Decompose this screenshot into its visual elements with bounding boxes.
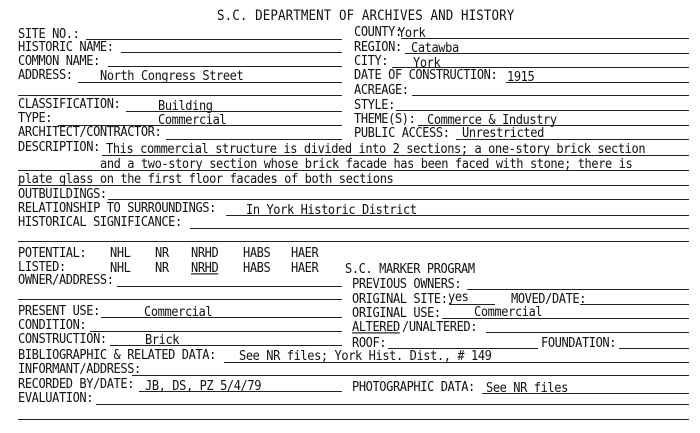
relationship-label: RELATIONSHIP TO SURROUNDINGS:	[18, 199, 216, 216]
common-name-label: COMMON NAME:	[18, 52, 100, 69]
potential-label: POTENTIAL:	[18, 244, 87, 261]
present-use-value: Commercial	[144, 303, 213, 320]
potential-haer: HAER	[291, 244, 319, 261]
common-name-line	[108, 66, 342, 67]
county-value: York	[398, 24, 426, 41]
architect-line	[166, 139, 342, 140]
previous-owners-line	[467, 289, 689, 290]
classification-label: CLASSIFICATION:	[18, 95, 121, 112]
listed-nhl: NHL	[110, 259, 131, 276]
recorded-by-value: JB, DS, PZ 5/4/79	[145, 377, 262, 394]
foundation-label: FOUNDATION:	[541, 334, 617, 351]
potential-nrhd: NRHD	[191, 244, 219, 261]
city-value: York	[413, 54, 441, 71]
listed-nr: NR	[155, 259, 169, 276]
historical-significance-label: HISTORICAL SIGNIFICANCE:	[18, 213, 182, 230]
evaluation-line	[96, 404, 689, 405]
region-value: Catawba	[411, 39, 459, 56]
description-line-3: plate glass on the first floor facades of both sections	[18, 170, 394, 187]
owner-address-line	[117, 286, 342, 287]
county-line	[401, 38, 689, 39]
owner-address-line-2	[18, 299, 342, 300]
construction-label: CONSTRUCTION:	[18, 330, 107, 347]
historic-name-line	[121, 52, 342, 53]
description-line-1: This commercial structure is divided into 2 sections; a one-story brick section	[106, 140, 646, 157]
date-construction-value: 1915	[507, 68, 535, 85]
original-use-label: ORIGINAL USE:	[352, 304, 441, 321]
altered-label: ALTERED	[352, 318, 400, 335]
style-label: STYLE:	[354, 96, 395, 113]
photographic-line	[482, 393, 689, 394]
address-label: ADDRESS:	[18, 66, 73, 83]
unaltered-label: /UNALTERED:	[402, 318, 478, 335]
foundation-line	[619, 348, 689, 349]
condition-label: CONDITION:	[18, 316, 87, 333]
architect-label: ARCHITECT/CONTRACTOR:	[18, 123, 162, 140]
owner-address-label: OWNER/ADDRESS:	[18, 271, 114, 288]
type-value: Commercial	[158, 111, 227, 128]
potential-habs: HABS	[243, 244, 271, 261]
photographic-value: See NR files	[486, 379, 568, 396]
description-rule-3	[18, 185, 689, 186]
listed-nrhd: NRHD	[191, 259, 219, 276]
recorded-by-label: RECORDED BY/DATE:	[18, 375, 135, 392]
classification-value: Building	[158, 97, 213, 114]
site-no-line	[86, 39, 342, 40]
original-site-label: ORIGINAL SITE:	[352, 290, 448, 307]
style-line	[396, 110, 689, 111]
potential-nhl: NHL	[110, 244, 131, 261]
acreage-label: ACREAGE:	[354, 81, 409, 98]
address-line	[78, 82, 342, 83]
recorded-by-line	[139, 391, 342, 392]
present-use-line	[101, 317, 342, 318]
construction-value: Brick	[145, 331, 180, 348]
moved-date-label: MOVED/DATE:	[511, 290, 587, 307]
evaluation-line-2	[18, 419, 689, 420]
public-access-label: PUBLIC ACCESS:	[354, 124, 450, 141]
present-use-label: PRESENT USE:	[18, 302, 100, 319]
themes-label: THEME(S):	[354, 110, 416, 127]
altered-line	[486, 332, 689, 333]
informant-label: INFORMANT/ADDRESS:	[18, 360, 141, 377]
historic-name-label: HISTORIC NAME:	[18, 38, 114, 55]
region-label: REGION:	[354, 38, 402, 55]
listed-label: LISTED:	[18, 258, 66, 275]
bibliographic-line	[224, 362, 689, 363]
original-use-line	[442, 318, 689, 319]
public-access-value: Unrestricted	[462, 124, 544, 141]
potential-nr: NR	[155, 244, 169, 261]
relationship-value: In York Historic District	[246, 201, 417, 218]
address-value: North Congress Street	[100, 67, 244, 84]
date-construction-line	[506, 82, 689, 83]
county-label: COUNTY:	[354, 23, 402, 40]
photographic-label: PHOTOGRAPHIC DATA:	[352, 378, 475, 395]
marker-program-label: S.C. MARKER PROGRAM	[345, 260, 475, 277]
construction-line	[110, 345, 342, 346]
roof-label: ROOF:	[352, 334, 387, 351]
public-access-line	[456, 139, 689, 140]
condition-line	[90, 331, 342, 332]
city-label: CITY:	[354, 52, 389, 69]
date-construction-label: DATE OF CONSTRUCTION:	[354, 66, 498, 83]
moved-date-line	[580, 304, 689, 305]
evaluation-label: EVALUATION:	[18, 389, 94, 406]
themes-line	[418, 125, 689, 126]
form-title: S.C. DEPARTMENT OF ARCHIVES AND HISTORY	[217, 6, 515, 24]
listed-habs: HABS	[243, 259, 271, 276]
original-use-value: Commercial	[474, 303, 543, 320]
historical-significance-line-2	[18, 241, 689, 242]
type-label: TYPE:	[18, 109, 53, 126]
previous-owners-label: PREVIOUS OWNERS:	[352, 275, 462, 292]
bibliographic-value: See NR files; York Hist. Dist., # 149	[239, 347, 492, 364]
themes-value: Commerce & Industry	[427, 111, 557, 128]
listed-haer: HAER	[291, 259, 319, 276]
site-no-label: SITE NO.:	[18, 25, 80, 42]
bibliographic-label: BIBLIOGRAPHIC & RELATED DATA:	[18, 346, 216, 363]
informant-line	[132, 375, 689, 376]
original-site-value: yes	[448, 288, 469, 305]
region-line	[405, 53, 689, 54]
acreage-line	[412, 95, 689, 96]
relationship-line	[226, 215, 689, 216]
historical-significance-line	[190, 228, 689, 229]
outbuildings-label: OUTBUILDINGS:	[18, 185, 107, 202]
description-line-2: and a two-story section whose brick facade has been faced with stone; there is	[100, 155, 633, 172]
description-label: DESCRIPTION:	[18, 138, 100, 155]
